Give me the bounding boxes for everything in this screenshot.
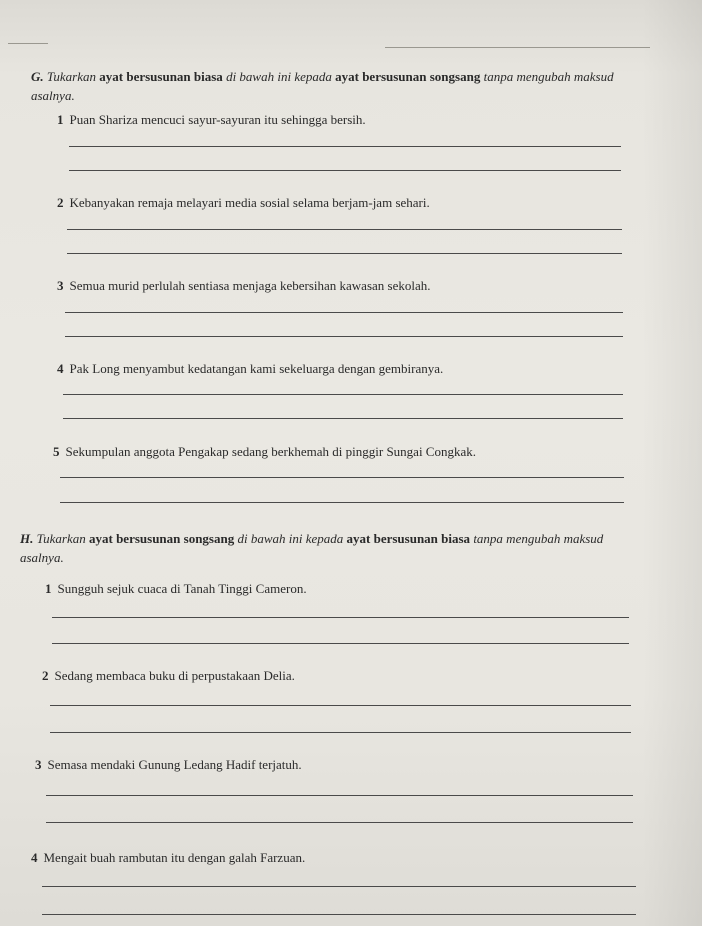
instruction-part: Tukarkan [36,531,86,546]
top-rule-right [385,47,650,48]
question-g1 [57,112,366,128]
answer-line[interactable] [50,732,631,733]
question-number: 2 [42,668,49,683]
question-g4 [57,361,443,377]
answer-line[interactable] [67,229,622,230]
question-number: 1 [57,112,64,127]
section-h-instruction [20,529,650,567]
instruction-part: Tukarkan [46,69,97,84]
answer-line[interactable] [46,795,633,796]
answer-line[interactable] [52,643,629,644]
answer-line[interactable] [60,502,624,503]
question-g2 [57,195,430,211]
answer-line[interactable] [60,477,624,478]
question-text: Kebanyakan remaja melayari media sosial selama berjam-jam sehari. [69,195,430,210]
section-letter: H. [20,531,34,546]
question-text: Mengait buah rambutan itu dengan galah Farzuan. [43,850,306,865]
answer-line[interactable] [52,617,629,618]
instruction-part: ayat bersusunan biasa [96,69,227,84]
question-text: Semua murid perlulah sentiasa menjaga kebersihan kawasan sekolah. [69,278,431,293]
instruction-part: tanpa mengubah maksud asalnya. [31,69,614,103]
question-h2 [42,668,295,684]
question-text: Sedang membaca buku di perpustakaan Delia. [54,668,295,683]
section-g-instruction [31,67,631,105]
answer-line[interactable] [69,146,621,147]
answer-line[interactable] [65,312,623,313]
question-text: Pak Long menyambut kedatangan kami sekeluarga dengan gembiranya. [69,361,444,376]
answer-line[interactable] [42,914,636,915]
instruction-part: tanpa mengubah maksud asalnya. [20,531,604,565]
answer-line[interactable] [67,253,622,254]
question-text: Semasa mendaki Gunung Ledang Hadif terjatuh. [47,757,302,772]
question-number: 3 [57,278,64,293]
instruction-part: di bawah ini kepada [226,69,332,84]
instruction-part: di bawah ini kepada [237,531,344,546]
question-number: 3 [35,757,42,772]
question-text: Puan Shariza mencuci sayur-sayuran itu sehingga bersih. [69,112,366,127]
question-h4 [31,850,305,866]
top-rule-left [8,43,48,44]
answer-line[interactable] [50,705,631,706]
question-text: Sekumpulan anggota Pengakap sedang berkhemah di pinggir Sungai Congkak. [65,444,477,459]
answer-line[interactable] [69,170,621,171]
question-h1 [45,581,307,597]
question-number: 4 [31,850,38,865]
answer-line[interactable] [42,886,636,887]
question-g3 [57,278,431,294]
question-h3 [35,757,302,773]
answer-line[interactable] [46,822,633,823]
question-text: Sungguh sejuk cuaca di Tanah Tinggi Cameron. [57,581,307,596]
question-number: 5 [53,444,60,459]
question-g5 [53,444,476,460]
question-number: 4 [57,361,64,376]
question-number: 1 [45,581,52,596]
instruction-part: ayat bersusunan biasa [343,531,474,546]
section-letter: G. [31,69,44,84]
answer-line[interactable] [65,336,623,337]
instruction-part: ayat bersusunan songsang [331,69,484,84]
instruction-part: ayat bersusunan songsang [85,531,238,546]
answer-line[interactable] [63,394,623,395]
question-number: 2 [57,195,64,210]
answer-line[interactable] [63,418,623,419]
